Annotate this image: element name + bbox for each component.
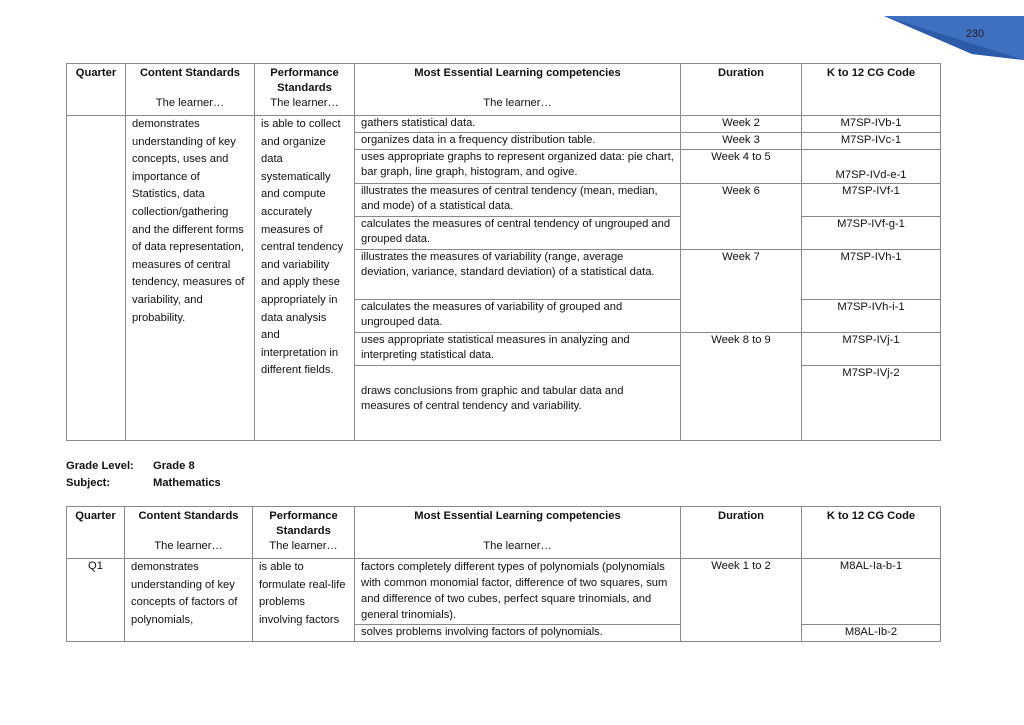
duration-cell: Week 7 [681,250,802,333]
cg-code-cell: M7SP-IVh-i-1 [802,300,941,333]
corner-decoration [854,0,1024,60]
grade8-competency-table [66,506,941,642]
header-melc: Most Essential Learning competencies The learner… [355,64,681,116]
header-content-standards: Content Standards The learner… [126,64,255,116]
cg-code-cell: M7SP-IVc-1 [802,133,941,150]
header-melc: Most Essential Learning competencies The learner… [355,507,681,559]
melc-cell: solves problems involving factors of polynomials. [355,625,681,642]
duration-cell: Week 1 to 2 [681,559,802,642]
subject-label: Subject: [66,477,111,489]
grade-level-value: Grade 8 [153,460,195,472]
cg-code-cell: M7SP-IVd-e-1 [802,150,941,184]
duration-cell: Week 2 [681,116,802,133]
performance-standard-cell: is able to collect and organize data systematically and compute accurately measures of central tendency and variability and apply these appropriately in data analysis and interpretation in different fields. [255,116,355,441]
grade7-competency-table [66,63,941,441]
grade-level-label: Grade Level: [66,460,134,472]
header-cg-code: K to 12 CG Code [802,507,941,559]
quarter-cell [67,116,126,441]
header-duration: Duration [681,507,802,559]
cg-code-cell: M7SP-IVf-g-1 [802,217,941,250]
melc-cell: calculates the measures of central tendency of ungrouped and grouped data. [355,217,681,250]
cg-code-cell: M7SP-IVj-2 [802,366,941,441]
content-standard-cell: demonstrates understanding of key concepts of factors of polynomials, [125,559,253,642]
header-content-standards: Content Standards The learner… [125,507,253,559]
content-standard-cell: demonstrates understanding of key concepts, uses and importance of Statistics, data collection/gathering and the different forms of data representation, measures of central tendency, measures of variability, and probability. [126,116,255,441]
cg-code-cell: M7SP-IVb-1 [802,116,941,133]
duration-cell: Week 4 to 5 [681,150,802,184]
melc-cell: draws conclusions from graphic and tabular data and measures of central tendency and variability. [355,366,681,441]
page-number: 230 [965,28,985,40]
cg-code-cell: M7SP-IVh-1 [802,250,941,300]
header-quarter: Quarter [67,507,125,559]
quarter-cell: Q1 [67,559,125,642]
performance-standard-cell: is able to formulate real-life problems involving factors [253,559,355,642]
header-cg-code: K to 12 CG Code [802,64,941,116]
duration-cell: Week 6 [681,184,802,250]
subject-value: Mathematics [153,477,221,489]
cg-code-cell: M8AL-Ib-2 [802,625,941,642]
cg-code-cell: M7SP-IVf-1 [802,184,941,217]
header-performance-standards: Performance Standards The learner… [253,507,355,559]
melc-cell: illustrates the measures of variability (range, average deviation, variance, standard deviation) of a statistical data. [355,250,681,300]
melc-cell: organizes data in a frequency distribution table. [355,133,681,150]
melc-cell: uses appropriate statistical measures in analyzing and interpreting statistical data. [355,333,681,366]
header-performance-standards: Performance Standards The learner… [255,64,355,116]
melc-cell: calculates the measures of variability of grouped and ungrouped data. [355,300,681,333]
header-duration: Duration [681,64,802,116]
melc-cell: gathers statistical data. [355,116,681,133]
header-quarter: Quarter [67,64,126,116]
cg-code-cell: M7SP-IVj-1 [802,333,941,366]
cg-code-cell: M8AL-Ia-b-1 [802,559,941,625]
melc-cell: uses appropriate graphs to represent organized data: pie chart, bar graph, line graph, histogram, and ogive. [355,150,681,184]
duration-cell: Week 8 to 9 [681,333,802,441]
melc-cell: illustrates the measures of central tendency (mean, median, and mode) of a statistical data. [355,184,681,217]
duration-cell: Week 3 [681,133,802,150]
melc-cell: factors completely different types of polynomials (polynomials with common monomial factor, difference of two squares, sum and difference of two cubes, perfect square trinomials, and general trinomials). [355,559,681,625]
